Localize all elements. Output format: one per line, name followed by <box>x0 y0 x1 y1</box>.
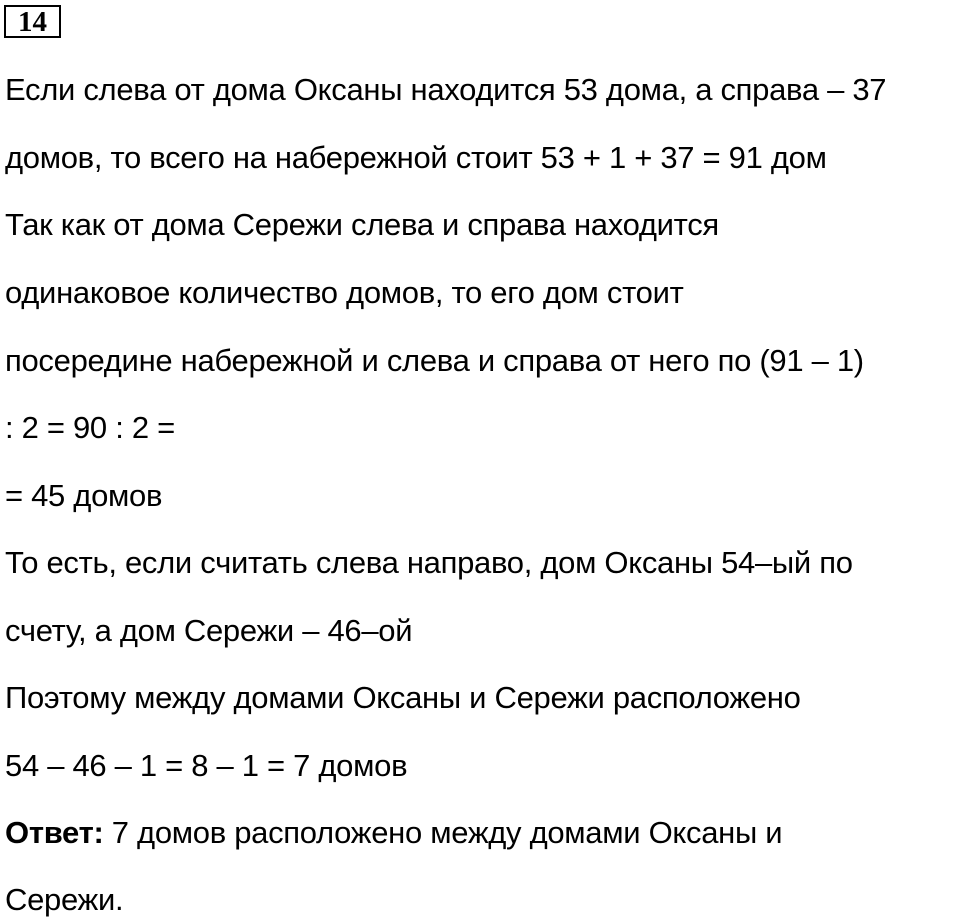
answer-label: Ответ: <box>5 815 104 850</box>
solution-line-9: счету, а дом Сережи – 46–ой <box>5 613 413 648</box>
solution-line-10: Поэтому между домами Оксаны и Сережи расположено <box>5 680 801 715</box>
solution-line-8: То есть, если считать слева направо, дом Оксаны 54–ый по <box>5 545 853 580</box>
solution-line-3: Так как от дома Сережи слева и справа находится <box>5 207 719 242</box>
answer-continuation: Сережи. <box>5 882 124 917</box>
answer-line <box>5 813 782 853</box>
solution-line-5: посередине набережной и слева и справа от него по (91 – 1) <box>5 343 864 378</box>
solution-line-4: одинаковое количество домов, то его дом стоит <box>5 275 684 310</box>
solution-line-11: 54 – 46 – 1 = 8 – 1 = 7 домов <box>5 748 408 783</box>
task-number-box: 14 <box>4 5 61 38</box>
solution-line-1: Если слева от дома Оксаны находится 53 дома, а справа – 37 <box>5 72 887 107</box>
solution-line-2: домов, то всего на набережной стоит 53 + 1 + 37 = 91 дом <box>5 140 827 175</box>
answer-text: 7 домов расположено между домами Оксаны и <box>103 815 783 850</box>
solution-line-6: : 2 = 90 : 2 = <box>5 410 175 445</box>
solution-line-7: = 45 домов <box>5 478 163 513</box>
